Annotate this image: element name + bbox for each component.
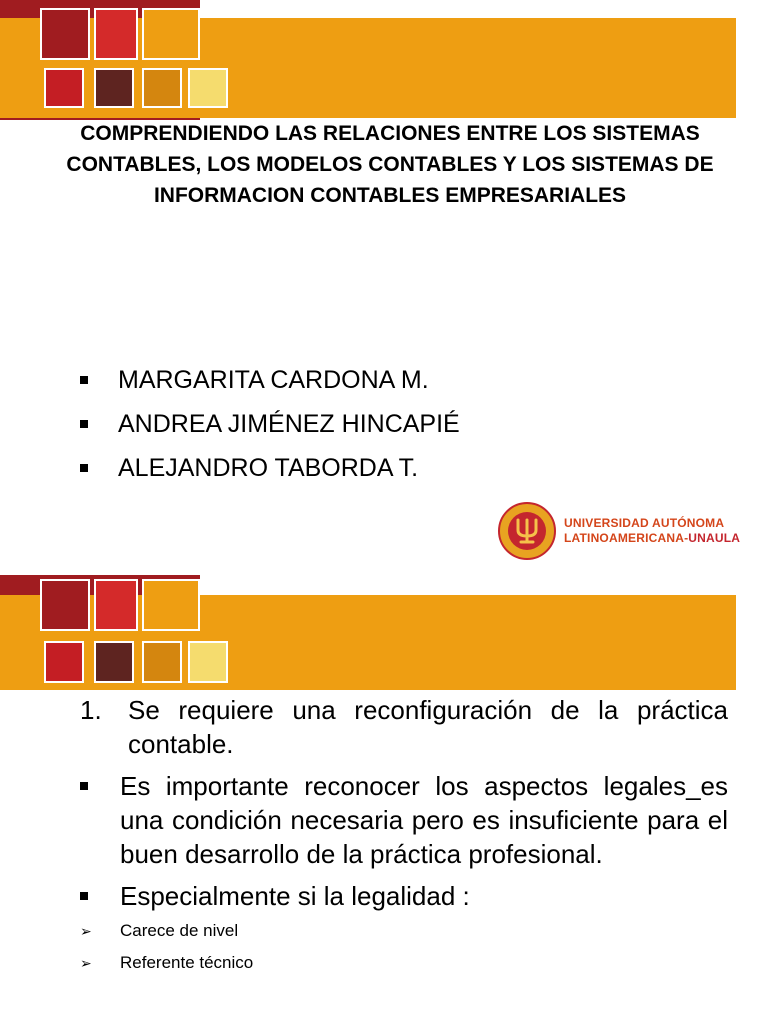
- square-orange: [142, 579, 200, 631]
- sub-item: [80, 947, 728, 979]
- slide-2: [0, 575, 768, 1024]
- bullet-text: Es importante reconocer los aspectos legales_es una condición necesaria pero es insuficiente para el buen desarrollo de la práctica profesional.: [120, 771, 728, 869]
- arrow-bullet-icon: ➢: [80, 955, 92, 971]
- square-orange: [142, 8, 200, 60]
- trident-icon: [507, 511, 547, 551]
- square-red: [94, 579, 138, 631]
- sub-item-text: Referente técnico: [120, 953, 254, 972]
- author-name: ALEJANDRO TABORDA T.: [118, 454, 419, 482]
- university-seal-icon: [498, 502, 556, 560]
- author-list: [80, 358, 460, 490]
- university-logo: [498, 502, 740, 560]
- university-acronym: UNAULA: [688, 531, 741, 545]
- author-item: [80, 446, 460, 490]
- square-bullet-icon: [80, 376, 88, 384]
- author-name: MARGARITA CARDONA M.: [118, 366, 429, 394]
- square-yellow: [188, 68, 228, 108]
- square-yellow: [188, 641, 228, 683]
- square-amber: [142, 641, 182, 683]
- university-name-line2-a: LATINOAMERICANA-: [564, 531, 689, 545]
- square-bullet-icon: [80, 464, 88, 472]
- square-dark-red: [40, 579, 90, 631]
- square-brown: [94, 641, 134, 683]
- author-name: ANDREA JIMÉNEZ HINCAPIÉ: [118, 410, 460, 438]
- university-name: [564, 516, 740, 546]
- square-red: [94, 8, 138, 60]
- square-dark-red: [40, 8, 90, 60]
- square-bullet-icon: [80, 420, 88, 428]
- square-red-small: [44, 641, 84, 683]
- slide-title: COMPRENDIENDO LAS RELACIONES ENTRE LOS SISTEMAS CONTABLES, LOS MODELOS CONTABLES Y LOS SISTEMAS DE INFORMACION CONTABLES EMPRESARIALES: [66, 122, 714, 207]
- square-red-small: [44, 68, 84, 108]
- bullet-text: Especialmente si la legalidad :: [120, 881, 470, 911]
- square-bullet-icon: [80, 879, 120, 913]
- numbered-item: [80, 693, 728, 761]
- item-number: 1.: [80, 695, 102, 725]
- bullet-item: [80, 879, 728, 913]
- sub-item-text: Carece de nivel: [120, 921, 239, 940]
- author-item: [80, 358, 460, 402]
- bullet-item: [80, 769, 728, 871]
- author-item: [80, 402, 460, 446]
- square-bullet-icon: [80, 769, 120, 871]
- university-name-line2: [564, 531, 740, 546]
- arrow-bullet-icon: ➢: [80, 923, 92, 939]
- square-amber: [142, 68, 182, 108]
- slide-2-body: [80, 693, 728, 979]
- sub-item: [80, 915, 728, 947]
- item-text: Se requiere una reconfiguración de la práctica contable.: [128, 695, 728, 759]
- square-brown: [94, 68, 134, 108]
- university-name-line1: UNIVERSIDAD AUTÓNOMA: [564, 516, 725, 530]
